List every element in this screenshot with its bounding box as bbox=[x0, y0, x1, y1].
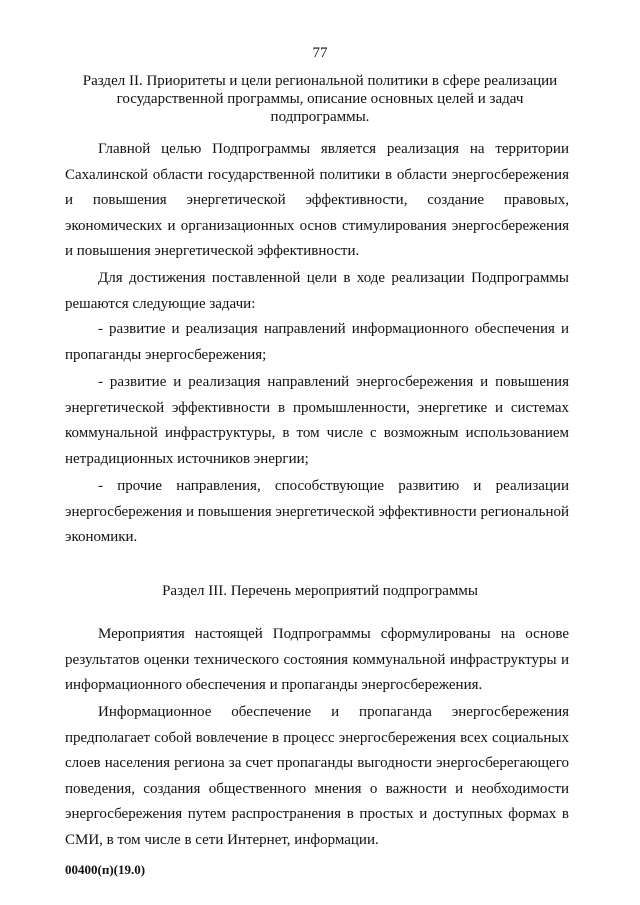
section-3-intro-paragraph: Мероприятия настоящей Подпрограммы сформулированы на основе результатов оценки технического состояния коммунальной инфраструктуры и информационного обеспечения и пропаганды энергосбережения. bbox=[65, 626, 569, 694]
section-2-task-item: - развитие и реализация направлений информационного обеспечения и пропаганды энергосбережения; bbox=[65, 321, 569, 363]
section-2-task-item: - развитие и реализация направлений энергосбережения и повышения энергетической эффективности в промышленности, энергетике и системах коммунальной инфраструктуры, в том числе с возможным использованием нетрадиционных источников энергии; bbox=[65, 374, 569, 467]
section-2-heading: Раздел II. Приоритеты и цели региональной политики в сфере реализации государственной программы, описание основных целей и задач подпрограммы. bbox=[82, 73, 558, 125]
page-number: 77 bbox=[312, 45, 328, 61]
section-3-info-paragraph: Информационное обеспечение и пропаганда энергосбережения предполагает собой вовлечение в процесс энергосбережения всех социальных слоев населения региона за счет пропаганды выгодности энергосберегающего поведения, создания общественного мнения о важности и необходимости энергосбережения путем распространения в простых и доступных формах в СМИ, в том числе в сети Интернет, информации. bbox=[65, 704, 569, 848]
section-2-goal-paragraph: Главной целью Подпрограммы является реализация на территории Сахалинской области государственной политики в области энергосбережения и повышения энергетической эффективности, создание правовых, экономических и организационных основ стимулирования энергосбережения и повышения энергетической эффективности. bbox=[65, 141, 569, 260]
section-2-task-item: - прочие направления, способствующие развитию и реализации энергосбережения и повышения энергетической эффективности региональной экономики. bbox=[65, 478, 569, 546]
section-3-heading: Раздел III. Перечень мероприятий подпрограммы bbox=[162, 583, 478, 599]
section-2-tasks-intro-paragraph: Для достижения поставленной цели в ходе реализации Подпрограммы решаются следующие задачи: bbox=[65, 270, 569, 312]
document-footer-code: 00400(п)(19.0) bbox=[65, 862, 146, 877]
